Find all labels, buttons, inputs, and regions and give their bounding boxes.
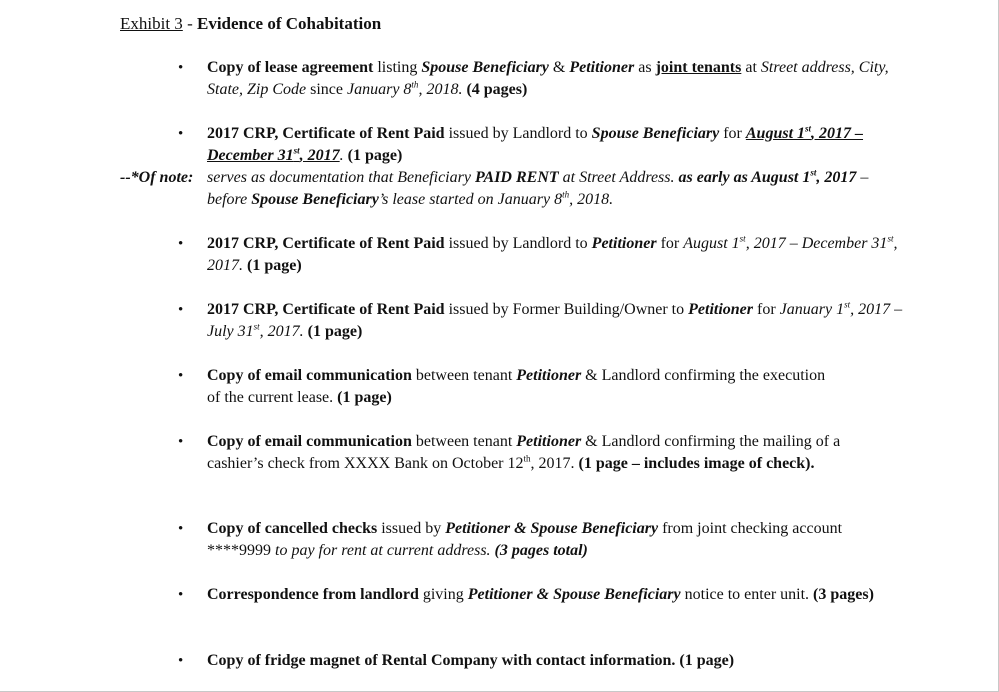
date-range: August 1st, 2017 – December 31st, 2017 [207,123,864,164]
exhibit-number: Exhibit 3 [120,14,183,33]
party-name: Petitioner [516,367,582,384]
note-label: --*Of note: [120,169,194,186]
purpose-text: to pay for rent at current address. [275,542,491,559]
title-separator: - [182,14,197,33]
exhibit-heading: Evidence of Cohabitation [196,14,382,33]
bullet-icon: • [178,587,184,603]
item-label: Copy of lease agreement [207,59,374,76]
item-label: Copy of fridge magnet of Rental Company with contact information. [207,652,676,669]
address-text: Street address, City, State, Zip Code [207,59,889,98]
note-text: serves as documentation that Beneficiary PAID RENT at Street Address. as early as August 1st, 2017 – before Spouse Beneficiary’s lease started on January 8th, 2018. [207,167,869,208]
page-count: (1 page) [675,652,735,669]
item-label: 2017 CRP, Certificate of Rent Paid [207,125,445,142]
paid-rent-text: PAID RENT [474,169,559,186]
date-range: January 1st, 2017 – July 31st, 2017. [207,299,903,340]
list-item-correspondence: Correspondence from landlord giving Petitioner & Spouse Beneficiary notice to enter unit. (3 pages) [207,586,874,603]
list-item-crp-petitioner-former: 2017 CRP, Certificate of Rent Paid issued by Former Building/Owner to Petitioner for January 1st, 2017 – July 31st, 2017. (1 page) [207,299,903,340]
item-label: Copy of cancelled checks [207,520,378,537]
party-name: Spouse Beneficiary [591,125,720,142]
page-count: (3 pages total) [490,542,588,559]
page-count: (3 pages) [809,586,874,603]
bullet-icon: • [178,236,184,252]
bullet-icon: • [178,302,184,318]
bullet-icon: • [178,368,184,384]
page-count: (1 page) [243,257,302,274]
page-count: (1 page – includes image of check). [574,455,815,472]
page-count: (1 page) [333,389,392,406]
date-range: August 1st, 2017 – December 31st, 2017. [207,233,898,274]
party-name: Petitioner [688,301,754,318]
bullet-icon: • [178,434,184,450]
party-name: Petitioner [569,59,635,76]
page-count: (1 page) [303,323,363,340]
page-count: (1 page) [343,147,403,164]
item-label: Correspondence from landlord [207,586,419,603]
item-label: 2017 CRP, Certificate of Rent Paid [207,301,445,318]
party-name: Spouse Beneficiary [251,191,379,208]
party-name: Petitioner & Spouse Beneficiary [445,520,659,537]
joint-tenants-text: joint tenants [655,59,742,76]
bullet-icon: • [178,60,184,76]
page-count: (4 pages) [462,81,528,98]
item-label: Copy of email communication [207,367,412,384]
list-item-crp-spouse: 2017 CRP, Certificate of Rent Paid issued by Landlord to Spouse Beneficiary for August 1st, 2017 – December 31st, 2017. (1 page) [207,123,864,164]
party-name: Petitioner [516,433,582,450]
list-item-crp-petitioner-landlord: 2017 CRP, Certificate of Rent Paid issued by Landlord to Petitioner for August 1st, 2017 – December 31st, 2017. (1 page) [207,233,898,274]
bullet-icon: • [178,653,184,669]
list-item-email-lease: Copy of email communication between tenant Petitioner & Landlord confirming the execution of the current lease. (1 page) [207,367,826,406]
exhibit-title [120,13,381,35]
bullet-icon: • [178,521,184,537]
party-name: Petitioner & Spouse Beneficiary [467,586,681,603]
list-item-fridge-magnet [207,650,907,672]
party-name: Petitioner [591,235,657,252]
item-label: 2017 CRP, Certificate of Rent Paid [207,235,445,252]
list-item-email-check: Copy of email communication between tenant Petitioner & Landlord confirming the mailing of a cashier’s check from XXXX Bank on October 12th, 2017. (1 page – includes image of check). [207,433,841,472]
list-item-cancelled-checks: Copy of cancelled checks issued by Petitioner & Spouse Beneficiary from joint checking account ****9999 to pay for rent at current address. (3 pages total) [207,520,843,559]
party-name: Spouse Beneficiary [421,59,549,76]
bullet-icon: • [178,126,184,142]
item-label: Copy of email communication [207,433,412,450]
list-item-lease-agreement: Copy of lease agreement listing Spouse Beneficiary & Petitioner as joint tenants at Street address, City, State, Zip Code since January 8th, 2018. (4 pages) [207,59,889,98]
